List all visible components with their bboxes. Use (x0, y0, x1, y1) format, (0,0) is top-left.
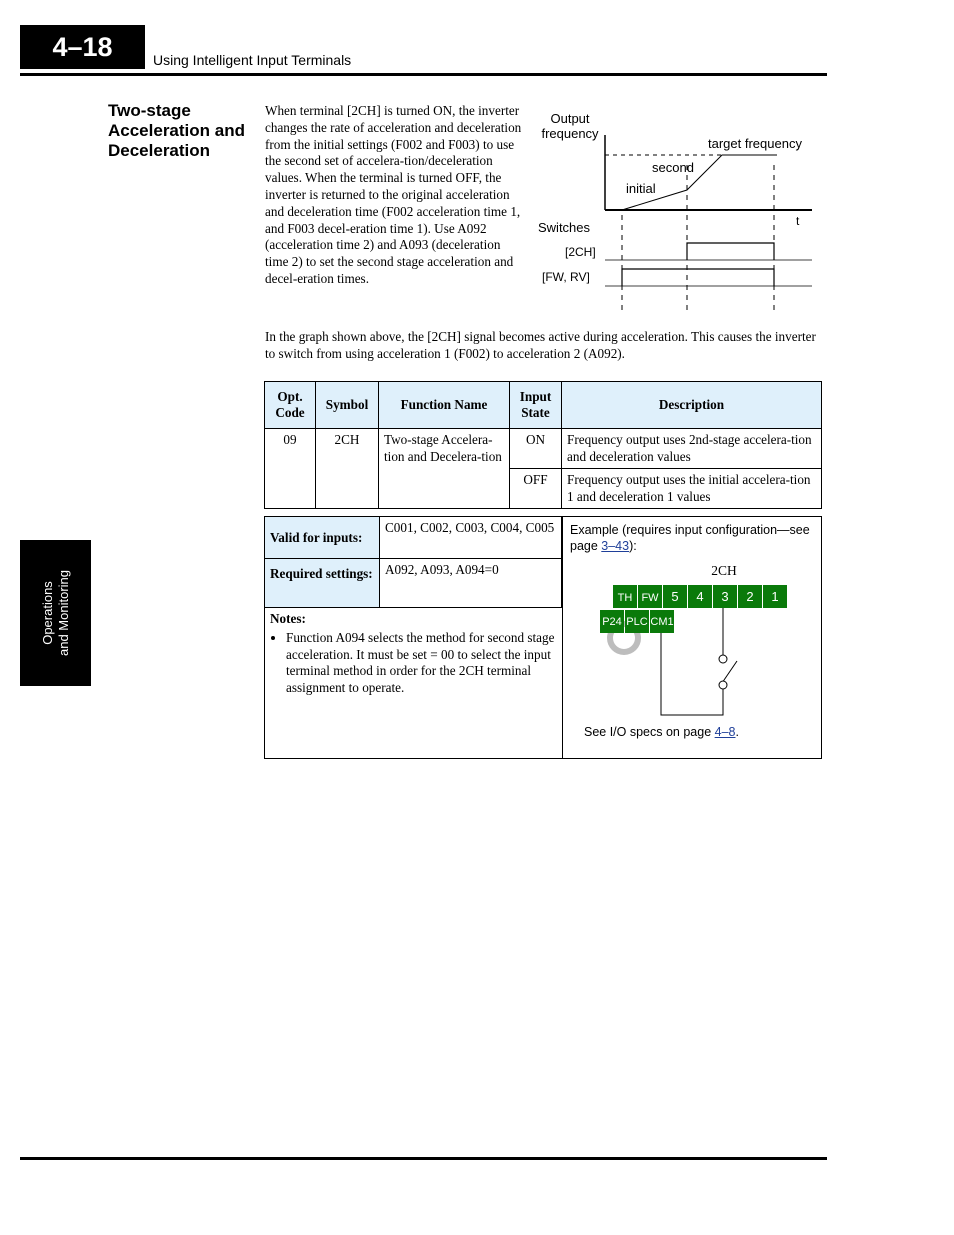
header-function-name: Function Name (379, 382, 510, 429)
signal-2ch-pulse (687, 243, 774, 260)
switch-blade (722, 661, 737, 683)
side-tab-label: Operations and Monitoring (39, 570, 71, 656)
graph-paragraph: In the graph shown above, the [2CH] signal becomes active during acceleration. This causes the inverter to switch from using acceleration 1 (F002) to acceleration 2 (A092). (265, 329, 816, 361)
box-divider (562, 517, 563, 758)
table-header-row (265, 382, 822, 429)
required-settings-value: A092, A093, A094=0 (380, 559, 562, 608)
initial-label: initial (626, 181, 656, 196)
header-opt-code: Opt. Code (265, 382, 316, 429)
notes-list (270, 630, 557, 697)
io-spec-link[interactable]: 4–8 (714, 725, 736, 739)
terminal-3 (713, 585, 737, 608)
notes-section (265, 608, 562, 700)
example-page-link[interactable]: 3–43 (601, 538, 630, 553)
cell-symbol: 2CH (316, 429, 379, 509)
svg-text:3: 3 (721, 589, 729, 604)
cell-on-description: Frequency output uses 2nd-stage accelera-tion and deceleration values (562, 429, 822, 469)
svg-text:1: 1 (771, 589, 779, 604)
terminal-2 (738, 585, 762, 608)
cell-off-state: OFF (510, 469, 562, 509)
switch-contact-bottom (719, 681, 727, 689)
terminal-th (613, 585, 637, 608)
subsection-heading: Two-stage Acceleration and Deceleration (108, 101, 245, 160)
section-title: Using Intelligent Input Terminals (153, 52, 352, 68)
t-label: t (796, 214, 800, 228)
switch-contact-top (719, 655, 727, 663)
switches-label: Switches (538, 220, 591, 235)
function-table (264, 381, 822, 509)
cell-function-name: Two-stage Accelera-tion and Decelera-tion (379, 429, 510, 509)
settings-box (264, 516, 822, 759)
header-description: Description (562, 382, 822, 429)
signal-fwrv-pulse (622, 269, 774, 286)
svg-text:PLC: PLC (626, 616, 648, 628)
signal-2ch-label: [2CH] (565, 245, 596, 259)
svg-text:4: 4 (696, 589, 704, 604)
notes-label: Notes: (270, 611, 306, 626)
required-settings-label: Required settings: (265, 559, 380, 608)
target-frequency-label: target frequency (708, 136, 802, 151)
svg-text:P24: P24 (602, 616, 622, 628)
terminal-4 (688, 585, 712, 608)
terminal-5 (663, 585, 687, 608)
output-label-line1: Output (550, 111, 590, 126)
table-row (265, 429, 822, 469)
terminal-fw (638, 585, 662, 608)
page-number: 4–18 (52, 31, 113, 62)
header-symbol: Symbol (316, 382, 379, 429)
output-label-line2: frequency (541, 126, 599, 141)
svg-text:5: 5 (671, 589, 679, 604)
svg-text:FW: FW (641, 592, 659, 604)
timing-chart (530, 105, 820, 315)
footer-rule (20, 1157, 827, 1160)
side-tab[interactable] (20, 540, 91, 686)
cell-off-description: Frequency output uses the initial accelera-tion 1 and deceleration 1 values (562, 469, 822, 509)
header-input-state: Input State (510, 382, 562, 429)
terminal-plc (625, 610, 649, 633)
header-rule (20, 73, 827, 76)
svg-text:2: 2 (746, 589, 754, 604)
second-label: second (652, 160, 694, 175)
note-item: • Function A094 selects the method for second stage acceleration. It must be set = 00 to select the input terminal method in order for the 2CH terminal assignment to operate. (286, 630, 557, 697)
signal-fwrv-label: [FW, RV] (542, 270, 590, 284)
page-number-badge (20, 25, 145, 69)
svg-text:TH: TH (617, 592, 633, 604)
cell-opt-code: 09 (265, 429, 316, 509)
cell-on-state: ON (510, 429, 562, 469)
intro-paragraph: When terminal [2CH] is turned ON, the inverter changes the rate of acceleration and deceleration from the initial settings (F002 and F003) to use the second set of accelera-tion/deceleration values. When the terminal is turned OFF, the inverter is returned to the original acceleration and deceleration time (F002 acceleration time 1, and F003 decel-eration time 1). Use A092 (acceleration time 2) and A093 (deceleration time 2) to set the second stage acceleration and decel-eration times. (265, 103, 522, 286)
terminal-cm1 (650, 610, 674, 633)
wiring-diagram (597, 561, 822, 721)
terminal-p24 (600, 610, 624, 633)
wiring-signal-label: 2CH (711, 563, 737, 578)
io-spec-note: See I/O specs on page 4–8. (584, 725, 739, 739)
valid-inputs-label: Valid for inputs: (265, 517, 380, 559)
example-text: Example (requires input configuration—see page 3–43): (570, 523, 810, 553)
svg-text:CM1: CM1 (650, 616, 674, 628)
wire-cm1 (661, 633, 723, 715)
valid-inputs-value: C001, C002, C003, C004, C005 (380, 517, 562, 559)
terminal-1 (763, 585, 787, 608)
